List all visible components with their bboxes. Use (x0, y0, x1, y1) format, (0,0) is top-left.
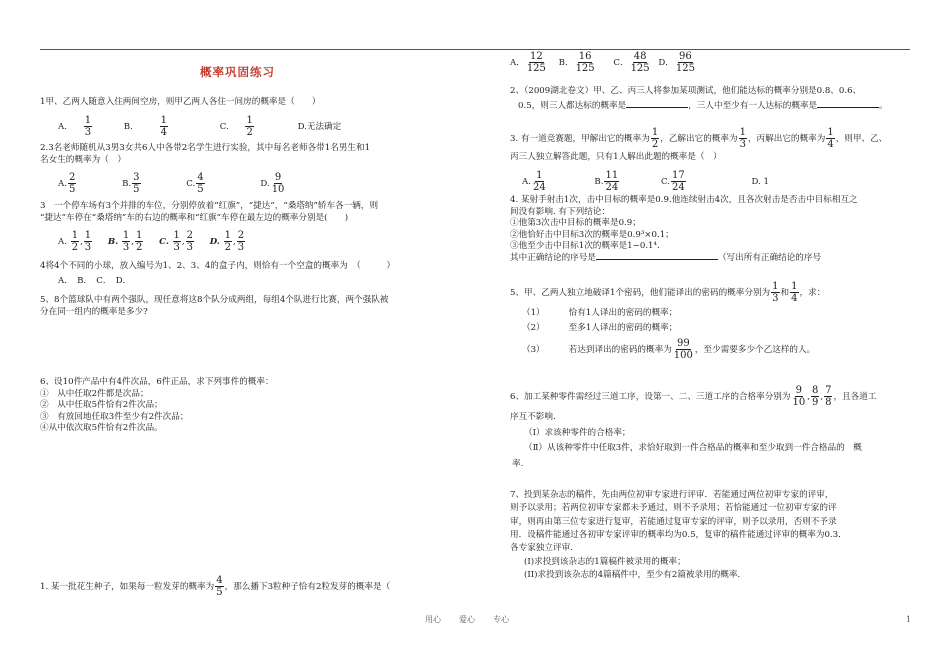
fraction: $\frac{1}{3}$ (173, 230, 180, 254)
question-2: 2.3名老师随机从3男3女共6人中各带2名学生进行实验，其中每名老师各带1名男生和1 名女生的概率为（ ） A. $\frac{2}{5}$ B. $\frac{3}{5}$ C. $\frac{4}{5}$ D. $\frac{9}{10}$ (40, 143, 371, 196)
fraction: $\frac{1}{3}$ (122, 230, 130, 254)
question-r4: 4. 某射手射击1次，击中目标的概率是0.9.他连续射击4次，且各次射击是否击中目标相互之 间没有影响. 有下列结论： ①他第3次击中目标的概率是0.9； ②他恰好击中目标3次的概率是0.9³×0.1； ③他至少击中目标1次的概率是1−0.1⁴. 其中正确结论的序号是 （写出所有正确结论的序号 (510, 195, 858, 263)
question-7: 1. 某一批花生种子，如果每一粒发芽的概率为 $\frac{4}{5}$ ，那么播下3粒种子恰有2粒发芽的概率是（ (40, 575, 391, 598)
question-r5: 5、甲、乙两人独立地破译1个密码，他们能译出的密码的概率分别为 $\frac{1}{3}$ 和 $\frac{1}{4}$ ，求： （1） 恰有1人译出的密码的概率； （2） 至多1人译出的密码的概率； （3） 若达到译出的密码的概率为 $\frac{99}{100}$ ，至少需要多少个乙这样的人。 (510, 281, 826, 362)
fraction: $\frac{1}{24}$ (532, 169, 546, 193)
fraction: $\frac{1}{2}$ (246, 114, 253, 138)
fraction: $\frac{7}{8}$ (825, 385, 832, 408)
fraction: $\frac{12}{125}$ (526, 51, 546, 74)
header-rule (40, 49, 910, 50)
fraction: $\frac{17}{24}$ (671, 169, 685, 193)
fraction: $\frac{1}{2}$ (136, 230, 143, 254)
fraction: $\frac{1}{4}$ (827, 127, 834, 150)
fraction: $\frac{9}{10}$ (792, 385, 806, 408)
fraction: $\frac{4}{5}$ (216, 575, 223, 598)
list-item: ④从中依次取5件恰有2件次品。 (40, 423, 163, 434)
fraction: $\frac{1}{4}$ (791, 281, 798, 304)
fraction: $\frac{11}{24}$ (605, 169, 619, 193)
fraction: $\frac{1}{2}$ (71, 230, 79, 254)
question-4: 4将4个不同的小球，放入编号为1、2、3、4的盒子内，则恰有一个空盒的概率为 （ ） A． B． C． D． (40, 261, 396, 286)
fraction: $\frac{2}{5}$ (68, 172, 76, 196)
fraction: $\frac{16}{125}$ (575, 51, 595, 74)
list-item: ②他恰好击中目标3次的概率是0.9³×0.1； (510, 229, 674, 240)
fraction: $\frac{2}{3}$ (186, 230, 194, 254)
fraction: $\frac{9}{10}$ (271, 172, 285, 196)
fraction: $\frac{1}{3}$ (772, 281, 779, 304)
fraction: $\frac{1}{3}$ (84, 114, 92, 138)
answer-blank (817, 107, 879, 108)
fraction: $\frac{96}{125}$ (675, 51, 695, 74)
fraction: $\frac{48}{125}$ (630, 51, 650, 74)
answer-options: A． $\frac{12}{125}$ B． $\frac{16}{125}$ C． $\frac{48}{125}$ D． $\frac{96}{125}$ (510, 51, 695, 74)
question-5: 5、8个篮球队中有两个强队，现任意将这8个队分成两组，每组4个队进行比赛，两个强队被 分在同一组内的概率是多少? (40, 295, 389, 317)
fraction: $\frac{99}{100}$ (673, 338, 693, 362)
question-r3: 3. 有一道竞赛题，甲解出它的概率为 $\frac{1}{2}$ ，乙解出它的概率为 $\frac{1}{3}$ ，丙解出它的概率为 $\frac{1}{4}$ ，则甲、乙、 丙三人独立解答此题，只有1人解出此题的概率是（ ） A. $\frac{1}{24}$ B. $\frac{11}{24}$ C. $\frac{17}{24}$ D. 1 (510, 127, 888, 193)
question-1: 1甲、乙两人随意入住两间空房，则甲乙两人各住一间房的概率是（ ） A. $\frac{1}{3}$ B. $\frac{1}{4}$ C. $\frac{1}{2}$ D.无法确定 (40, 97, 342, 138)
list-item: ① 从中任取2件都是次品； (40, 388, 149, 399)
question-3: 3 一个停车场有3个并排的车位，分别停放着“红旗”，“捷达”，“桑塔纳”轿车各一辆，则 “捷达”车停在“桑塔纳”车的右边的概率和“红旗”车停在最左边的概率分别是( ) A. $\frac{1}{2}$ , $\frac{1}{3}$ B. $\frac{1}{3}$ , $\frac{1}{2}$ C. $\frac{1}{3}$ , $\frac{2}{3}$ D. $\frac{1}{2}$ , $\frac{2}{3}$ (40, 201, 379, 254)
fraction: $\frac{2}{3}$ (237, 230, 245, 254)
answer-blank (626, 107, 688, 108)
page-number: 1 (906, 615, 912, 624)
fraction: $\frac{1}{3}$ (739, 127, 746, 150)
fraction: $\frac{4}{5}$ (197, 172, 204, 196)
list-item: ③他至少击中目标1次的概率是1−0.1⁴. (510, 241, 660, 252)
list-item: ③ 有放回地任取3件至少有2件次品； (40, 411, 189, 422)
fraction: $\frac{1}{2}$ (224, 230, 232, 254)
fraction: $\frac{3}{5}$ (133, 172, 140, 196)
question-r2: 2、（2009湖北卷文）甲、乙、丙三人将参加某项测试，他们能达标的概率分别是0.8、0.6、 0.5，则三人都达标的概率是 ，三人中至少有一人达标的概率是 。 (510, 86, 888, 111)
list-item: ② 从中任取5件恰有2件次品； (40, 400, 163, 411)
footer: 用心 爱心 专心 (425, 615, 509, 624)
fraction: $\frac{1}{3}$ (84, 230, 92, 254)
list-item: ①他第3次击中目标的概率是0.9； (510, 218, 641, 229)
question-r7: 7、投到某杂志的稿件，先由两位初审专家进行评审．若能通过两位初审专家的评审， 则予以录用；若两位初审专家都未予通过，则不予录用；若恰能通过一位初审专家的评 审，则再由第三位专家进行复审，若能通过复审专家的评审，则予以录用，否则不予录 用．设稿件能通过各初审专家评审的概率均为0.5，复审的稿件能通过评审的概率为0.3． 各专家独立评审． (I)求投到该杂志的1篇稿件被录用的概率； (II)求投到该杂志的4篇稿件中，至少有2篇被录用的概率． (510, 490, 847, 580)
question-r6: 6、加工某种零件需经过三道工序，设第一、二、三道工序的合格率分别为 $\frac{9}{10}$ , $\frac{8}{9}$ , $\frac{7}{8}$ ，且各道工 序互不影响. （Ⅰ）求该种零件的合格率； （Ⅱ）从该种零件中任取3件，求恰好取到一件合格品的概率和至少取到一件合格品的 概 率. (510, 385, 877, 469)
fraction: $\frac{1}{4}$ (160, 114, 167, 138)
question-6: 6、设10件产品中有4件次品，6件正品，求下列事件的概率： ① 从中任取2件都是次品； ② 从中任取5件恰有2件次品； ③ 有放回地任取3件至少有2件次品； ④从中依次取5件恰有2件次品。 (40, 377, 274, 434)
page-title: 概率巩固练习 (200, 65, 275, 79)
answer-blank (596, 259, 718, 260)
fraction: $\frac{1}{2}$ (651, 127, 659, 150)
fraction: $\frac{8}{9}$ (811, 385, 819, 408)
